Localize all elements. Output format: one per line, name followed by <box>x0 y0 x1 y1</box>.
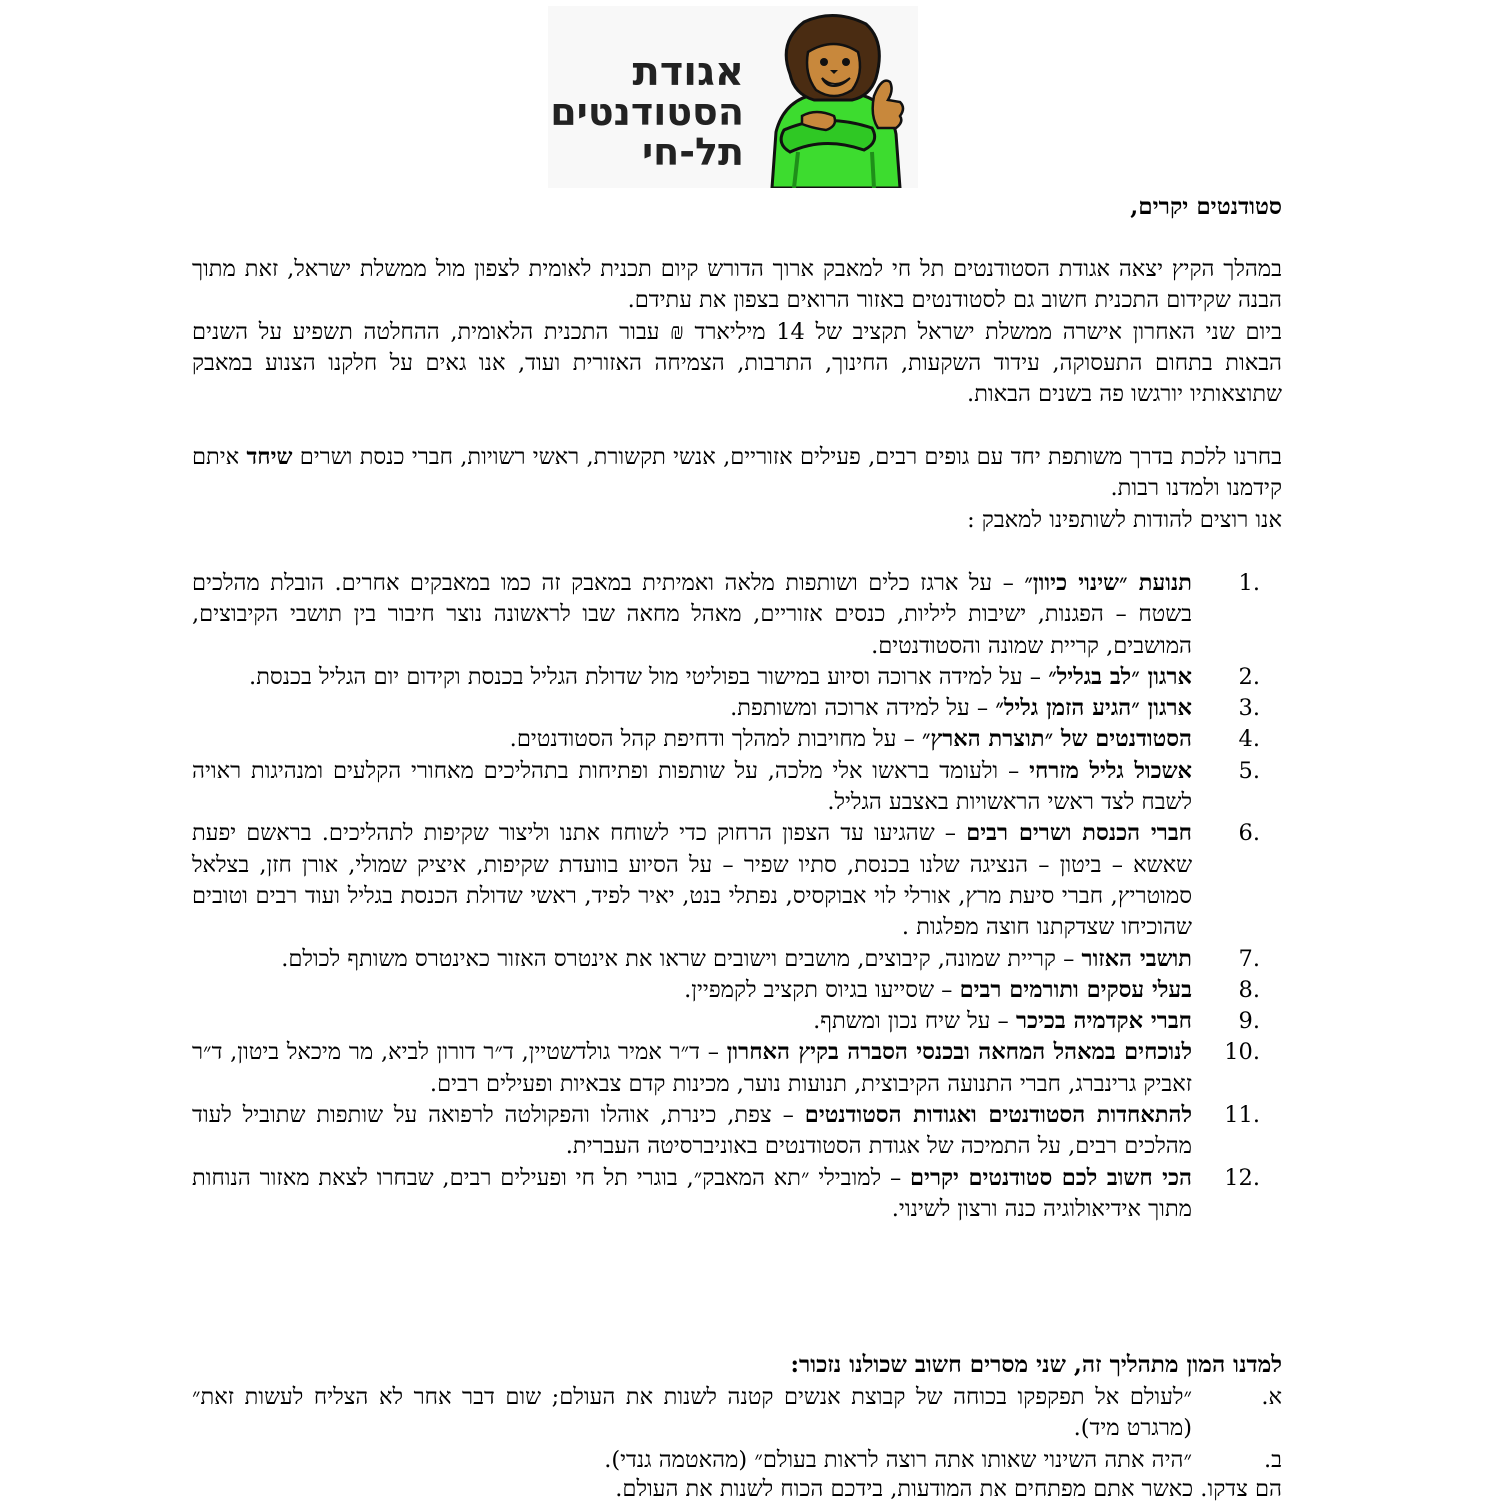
closing-line: הם צדקו. כאשר אתם מפתחים את המודעות, בידכם הכוח לשנות את העולם. <box>615 1476 1282 1502</box>
intro-text-1: במהלך הקיץ יצאה אגודת הסטודנטים תל חי למאבק ארוך הדורש קיום תכנית לאומית לצפון מול ממשלת ישראל, זאת מתוך הבנה שקידום התכנית חשוב גם לסטודנטים באזור הרואים בצפון את עתידם. <box>192 256 1282 314</box>
item-name: ארגון ״לב בגליל״ <box>1048 663 1192 690</box>
partners-text-start: בחרנו ללכת בדרך משותפת יחד עם גופים רבים, פעילים אזוריים, אנשי תקשורת, ראשי רשויות, חברי כנסת ושרים <box>292 444 1282 470</box>
item-number: 2. <box>1238 663 1260 690</box>
item-number: 5. <box>1238 757 1260 784</box>
list-item <box>192 818 1282 943</box>
logo-line-3: תל-חי <box>641 130 744 174</box>
list-item <box>192 756 1282 819</box>
item-text: – קריית שמונה, קיבוצים, מושבים וישובים שראו את אינטרס האזור כאינטרס משותף לכולם. <box>281 945 1082 972</box>
lion-mascot-icon <box>754 12 914 188</box>
quote-text: ״לעולם אל תפקפקו בכוחה של קבוצת אנשים קטנה לשנות את העולם; שום דבר אחר לא הצליח לעשות זאת״ (מרגרט מיד). <box>192 1384 1192 1442</box>
logo-line-1: אגודת <box>632 49 744 95</box>
partners-text-bold: שיחד <box>246 444 293 470</box>
quote-item <box>192 1382 1282 1445</box>
item-name: אשכול גליל מזרחי <box>1029 757 1192 784</box>
item-name: לנוכחים במאהל המחאה ובכנסי הסברה בקיץ האחרון <box>726 1039 1192 1066</box>
intro-paragraph <box>192 254 1282 410</box>
item-name: בעלי עסקים ותורמים רבים <box>959 976 1192 1003</box>
item-number: 12. <box>1224 1164 1260 1191</box>
item-number: 4. <box>1238 726 1260 753</box>
lessons-title: למדנו המון מתהליך זה, שני מסרים חשוב שכולנו נזכור: <box>790 1351 1282 1378</box>
supporters-list <box>192 568 1282 1225</box>
item-text: – למובילי ״תא המאבק״, בוגרי תל חי ופעילים רבים, שבחרו לצאת מאזור הנוחות מתוך אידיאולוגיה כנה ורצון לשינוי. <box>192 1164 1192 1222</box>
item-number: 11. <box>1224 1102 1260 1129</box>
item-number: 9. <box>1238 1008 1260 1035</box>
item-text: – על מחויבות למהלך ודחיפת קהל הסטודנטים. <box>509 726 922 753</box>
partners-text-end: איתם קידמנו ולמדנו רבות. <box>192 444 1282 502</box>
item-name: חברי אקדמיה בכיכר <box>1015 1008 1192 1035</box>
list-item <box>192 975 1282 1006</box>
partners-text <box>192 442 1282 505</box>
item-number: 10. <box>1224 1039 1260 1066</box>
logo-line-2: הסטודנטים <box>550 90 744 134</box>
list-item <box>192 944 1282 975</box>
list-item <box>192 724 1282 755</box>
thanks-intro: אנו רוצים להודות לשותפינו למאבק : <box>967 506 1282 533</box>
logo-text <box>548 49 744 174</box>
item-number: 7. <box>1238 945 1260 972</box>
list-item <box>192 662 1282 693</box>
item-text: – ולעומד בראשו אלי מלכה, על שותפות ופתיחות בתהליכים מאחורי הקלעים ומנהיגות ראויה לשבח לצד ראשי הראשויות באצבע הגליל. <box>192 757 1192 816</box>
item-name: תנועת ״שינוי כיוון״ <box>1024 570 1192 596</box>
item-text: – על למידה ארוכה ומשותפת. <box>730 695 996 722</box>
list-item <box>192 1100 1282 1163</box>
item-name: הסטודנטים של ״תוצרת הארץ״ <box>921 726 1192 753</box>
quotes-list <box>192 1382 1282 1476</box>
intro-text-2: ביום שני האחרון אישרה ממשלת ישראל תקציב של 14 מיליארד ₪ עבור התכנית הלאומית, ההחלטה תשפיע על השנים הבאות בתחום התעסוקה, עידוד השקעות, החינוך, התרבות, הצמיחה האזורית ועוד, אנו גאים על חלקנו הצנוע במאבק שתוצאותיו יורגשו פה בשנים הבאות. <box>192 318 1283 408</box>
quote-text: ״היה אתה השינוי שאותו אתה רוצה לראות בעולם״ (מהאטמה גנדי). <box>604 1446 1192 1473</box>
item-number: 1. <box>1238 570 1260 596</box>
item-name: תושבי האזור <box>1081 945 1192 972</box>
item-text: – על ארגז כלים ושותפות מלאה ואמיתית במאבק זה כמו במאבקים אחרים. הובלת מהלכים בשטח – הפגנות, ישיבות ליליות, כנסים אזוריים, מאהל מחאה שבו לראשונה נוצר חיבור בין תושבי הקיבוצים, המושבים, קריית שמונה והסטודנטים. <box>192 570 1192 659</box>
item-name: להתאחדות הסטודנטים ואגודות הסטודנטים <box>804 1102 1193 1129</box>
greeting: סטודנטים יקרים, <box>1130 193 1282 220</box>
list-item <box>192 1037 1282 1100</box>
list-item <box>192 568 1282 662</box>
partners-paragraph <box>192 442 1282 536</box>
item-number: 8. <box>1238 976 1260 1003</box>
item-name: חברי הכנסת ושרים רבים <box>966 820 1192 847</box>
item-text: – שסייעו בגיוס תקציב לקמפיין. <box>684 976 960 1003</box>
item-number: 3. <box>1238 695 1260 722</box>
item-name: ארגון ״הגיע הזמן גליל״ <box>995 695 1192 722</box>
list-item <box>192 1006 1282 1037</box>
item-text: – שהגיעו עד הצפון הרחוק כדי לשוחח אתנו וליצור שקיפות לתהליכים. בראשם יפעת שאשא – ביטון – הנציגה שלנו בכנסת, סתיו שפיר – על הסיוע בוועדת שקיפות, איציק שמולי, אורן חזן, בצלאל סמוטריץ, חברי סיעת מרץ, אורלי לוי אבוקסיס, נפתלי בנט, יאיר לפיד, ראשי שדולת הכנסת בגליל ועוד רבים וטובים שהוכיחו שצדקתנו חוצה מפלגות . <box>192 820 1192 941</box>
item-text: – ד״ר אמיר גולדשטיין, ד״ר דורון לביא, מר מיכאל ביטון, ד״ר זאביק גרינברג, חברי התנועה הקיבוצית, תנועות נוער, מכינות קדם צבאיות ופעילים רבים. <box>192 1039 1192 1097</box>
list-item <box>192 1163 1282 1226</box>
quote-letter: א. <box>1261 1384 1282 1410</box>
item-number: 6. <box>1238 820 1260 847</box>
quote-letter: ב. <box>1264 1446 1282 1473</box>
item-text: – צפת, כינרת, אוהלו והפקולטה לרפואה על שותפות שתוביל לעוד מהלכים רבים, על התמיכה של אגודת הסטודנטים באוניברסיטה העברית. <box>192 1102 1192 1160</box>
item-name: הכי חשוב לכם סטודנטים יקרים <box>910 1164 1192 1191</box>
item-text: – על למידה ארוכה וסיוע במישור בפוליטי מול שדולת הגליל בכנסת וקידום יום הגליל בכנסת. <box>249 663 1049 690</box>
quote-item <box>192 1445 1282 1476</box>
item-text: – על שיח נכון ומשתף. <box>813 1008 1016 1035</box>
student-union-logo <box>548 6 918 188</box>
list-item <box>192 693 1282 724</box>
